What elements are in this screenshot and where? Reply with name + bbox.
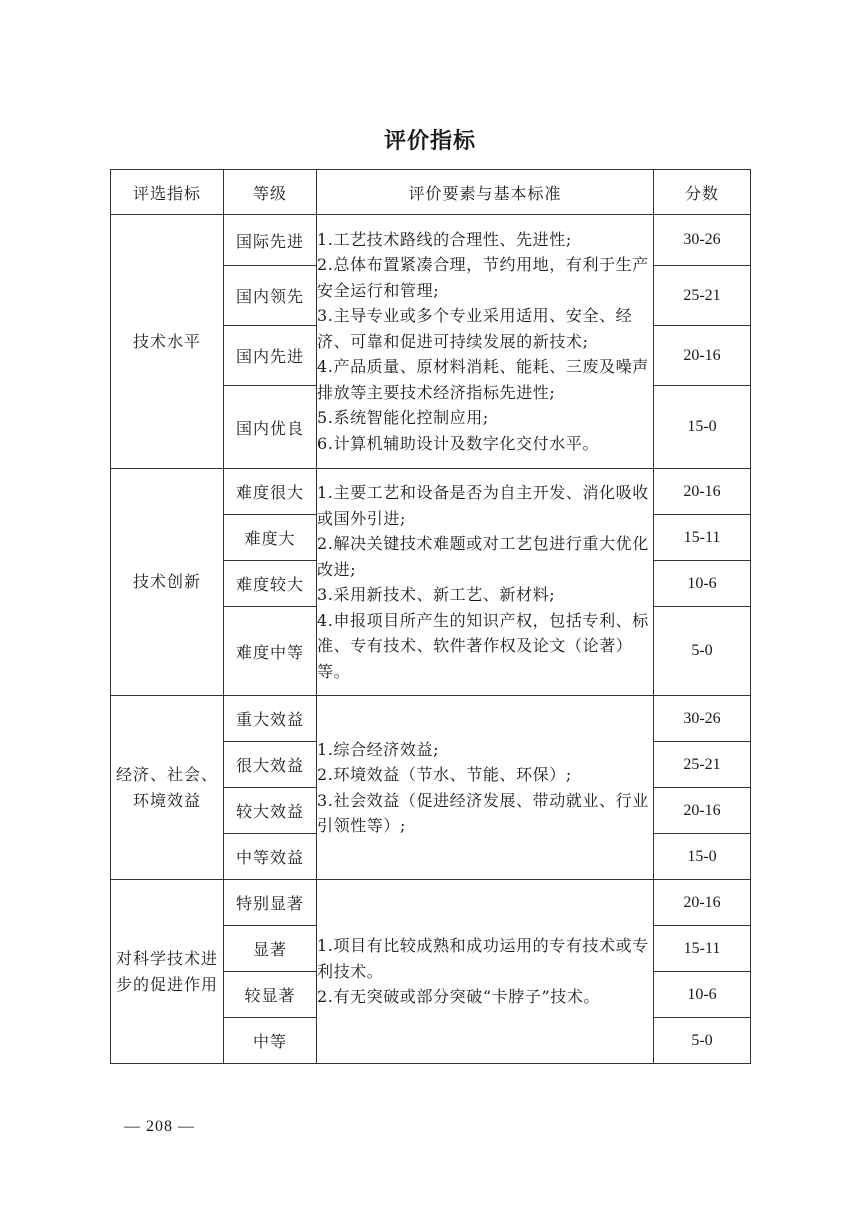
criteria-item: 3.采用新技术、新工艺、新材料;	[317, 585, 556, 604]
criteria-item: 6.计算机辅助设计及数字化交付水平。	[317, 433, 600, 453]
score-cell: 15-11	[654, 926, 751, 972]
evaluation-table	[110, 169, 751, 1064]
score-cell: 20-16	[654, 326, 751, 386]
indicator-cell: 对科学技术进步的促进作用	[111, 880, 224, 1064]
score-cell: 15-11	[654, 515, 751, 561]
grade-cell: 中等	[224, 1018, 317, 1064]
header-criteria: 评价要素与基本标准	[317, 170, 654, 215]
indicator-cell: 技术水平	[111, 215, 224, 469]
criteria-item: 2.环境效益（节水、节能、环保）;	[317, 765, 572, 784]
table-row	[111, 215, 751, 266]
grade-cell: 较大效益	[224, 788, 317, 834]
score-cell: 10-6	[654, 972, 751, 1018]
grade-cell: 显著	[224, 926, 317, 972]
criteria-item: 5.系统智能化控制应用;	[317, 408, 489, 428]
score-cell: 20-16	[654, 788, 751, 834]
grade-cell: 国际先进	[224, 215, 317, 266]
header-indicator: 评选指标	[111, 170, 224, 215]
score-cell: 15-0	[654, 386, 751, 469]
grade-cell: 重大效益	[224, 696, 317, 742]
score-cell: 25-21	[654, 266, 751, 326]
table-row	[111, 469, 751, 515]
criteria-item: 1.综合经济效益;	[317, 739, 440, 759]
grade-cell: 难度大	[224, 515, 317, 561]
criteria-item: 1.工艺技术路线的合理性、先进性;	[317, 229, 572, 249]
grade-cell: 特别显著	[224, 880, 317, 926]
score-cell: 5-0	[654, 607, 751, 696]
score-cell: 30-26	[654, 215, 751, 266]
table-row	[111, 696, 751, 742]
score-cell: 25-21	[654, 742, 751, 788]
score-cell: 20-16	[654, 469, 751, 515]
score-cell: 10-6	[654, 561, 751, 607]
criteria-cell	[317, 880, 654, 1064]
table-row	[111, 880, 751, 926]
page-title: 评价指标	[383, 129, 476, 154]
page-number: — 208 —	[124, 1118, 195, 1135]
criteria-item: 1.项目有比较成熟和成功运用的专有技术或专利技术。	[317, 936, 649, 981]
criteria-cell	[317, 469, 654, 696]
grade-cell: 难度很大	[224, 469, 317, 515]
score-cell: 15-0	[654, 834, 751, 880]
grade-cell: 中等效益	[224, 834, 317, 880]
header-score: 分数	[654, 170, 751, 215]
table-header-row	[111, 170, 751, 215]
criteria-item: 2.有无突破或部分突破“卡脖子”技术。	[317, 987, 601, 1007]
grade-cell: 国内先进	[224, 326, 317, 386]
grade-cell: 国内优良	[224, 386, 317, 469]
score-cell: 30-26	[654, 696, 751, 742]
grade-cell: 难度中等	[224, 607, 317, 696]
grade-cell: 难度较大	[224, 561, 317, 607]
criteria-item: 4.申报项目所产生的知识产权，包括专利、标准、专有技术、软件著作权及论文（论著）等。	[317, 610, 649, 681]
grade-cell: 较显著	[224, 972, 317, 1018]
indicator-cell: 技术创新	[111, 469, 224, 696]
criteria-cell	[317, 215, 654, 469]
score-cell: 5-0	[654, 1018, 751, 1064]
score-cell: 20-16	[654, 880, 751, 926]
indicator-cell: 经济、社会、环境效益	[111, 696, 224, 880]
criteria-item: 3.主导专业或多个专业采用适用、安全、经济、可靠和促进可持续发展的新技术;	[317, 306, 633, 351]
grade-cell: 国内领先	[224, 266, 317, 326]
criteria-item: 1.主要工艺和设备是否为自主开发、消化吸收或国外引进;	[317, 483, 649, 528]
criteria-item: 2.解决关键技术难题或对工艺包进行重大优化改进;	[317, 534, 649, 579]
grade-cell: 很大效益	[224, 742, 317, 788]
header-grade: 等级	[224, 170, 317, 215]
criteria-item: 2.总体布置紧凑合理，节约用地，有利于生产安全运行和管理;	[317, 255, 649, 300]
criteria-cell	[317, 696, 654, 880]
criteria-item: 4.产品质量、原材料消耗、能耗、三废及噪声排放等主要技术经济指标先进性;	[317, 357, 649, 402]
criteria-item: 3.社会效益（促进经济发展、带动就业、行业引领性等）;	[317, 790, 649, 835]
